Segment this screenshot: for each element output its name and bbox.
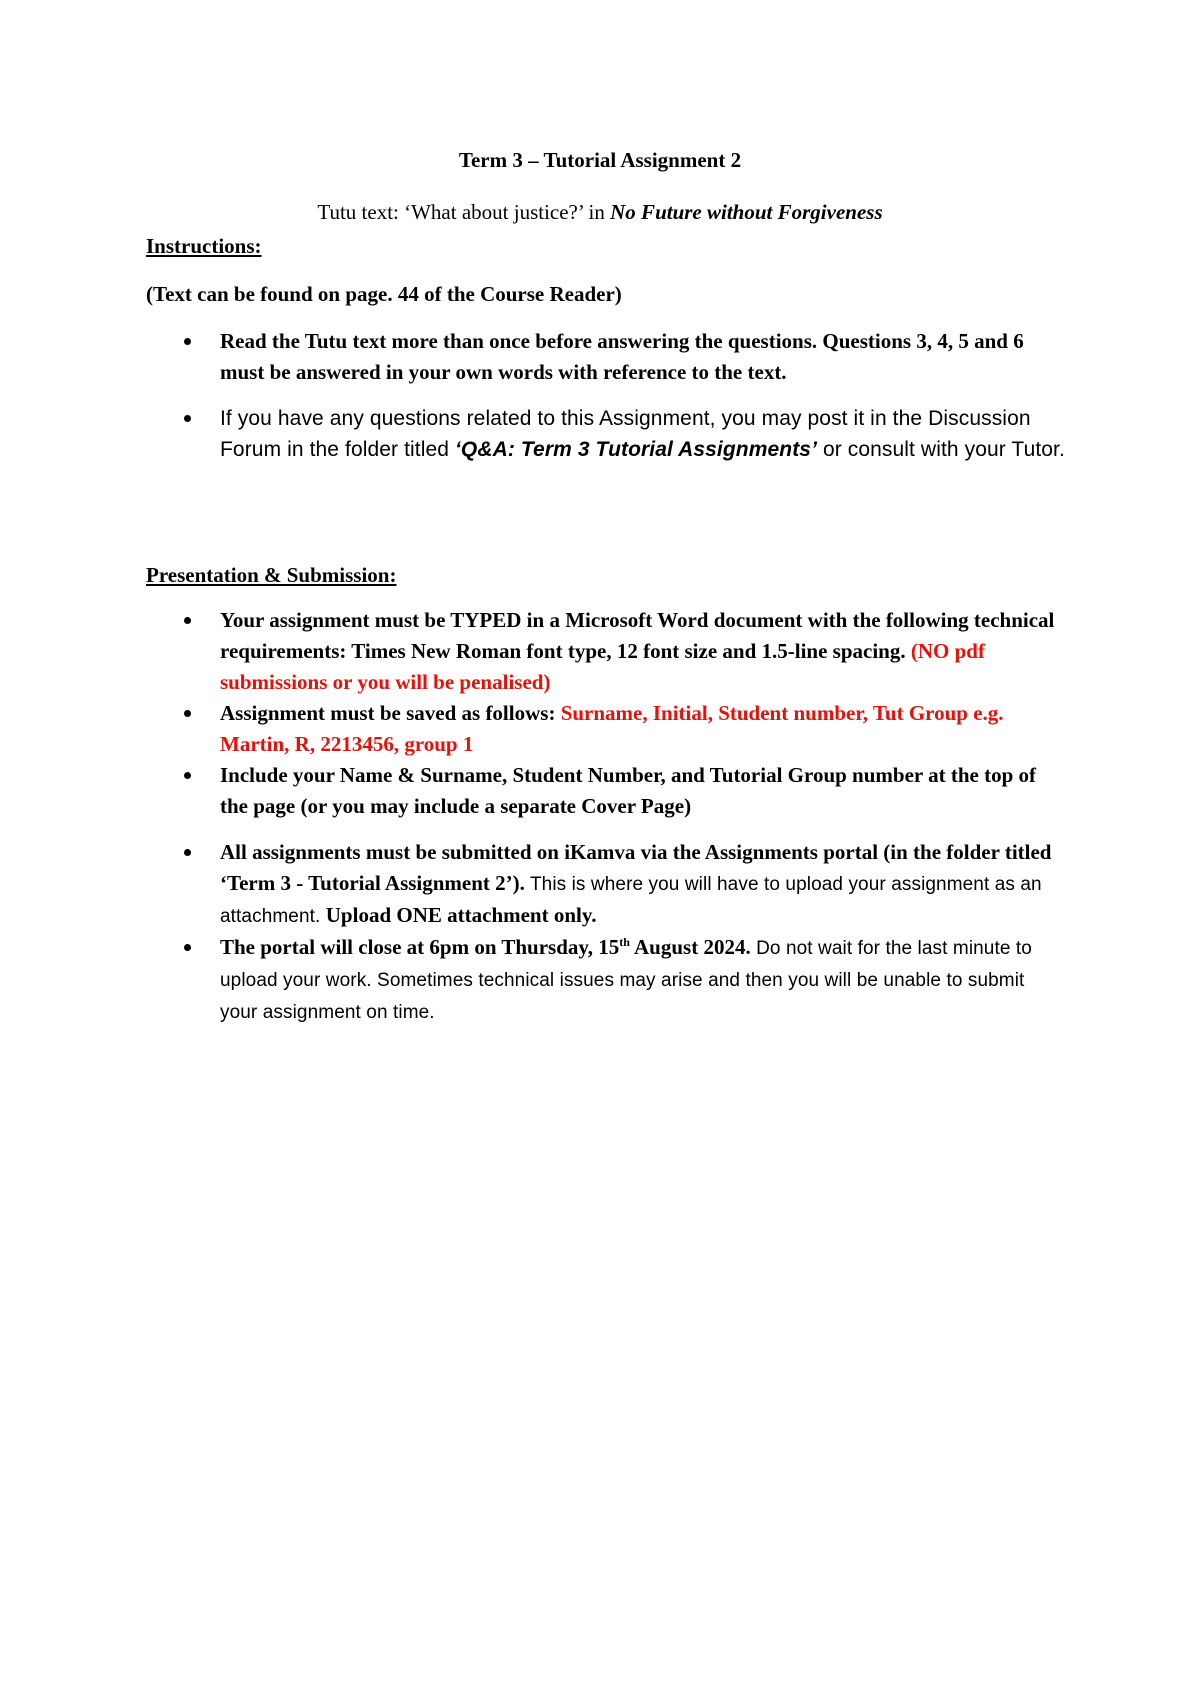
ikamva-submission-text: All assignments must be submitted on iKamva via the Assignments portal (in the folder titled ‘Term 3 - Tutorial Assignment 2’). bbox=[220, 840, 1052, 895]
list-item bbox=[146, 326, 1066, 388]
pdf-warning: (NO pdf submissions or you will be penalised) bbox=[220, 639, 985, 694]
list-item bbox=[146, 932, 1066, 1028]
list-item bbox=[146, 698, 1066, 760]
instructions-note: (Text can be found on page. 44 of the Course Reader) bbox=[146, 282, 622, 306]
bullet-icon bbox=[184, 772, 191, 779]
forum-folder-name: ‘Q&A: Term 3 Tutorial Assignments’ bbox=[454, 438, 818, 461]
deadline-text: The portal will close at 6pm on Thursday, 15 bbox=[220, 935, 620, 959]
document-title: Term 3 – Tutorial Assignment 2 bbox=[458, 148, 742, 172]
deadline-date-text: August 2024. bbox=[629, 935, 751, 959]
book-title: No Future without Forgiveness bbox=[610, 200, 883, 224]
instruction-questions-text: If you have any questions related to this Assignment, you may post it in the Discussion Forum in the folder titled bbox=[220, 407, 1031, 461]
list-item bbox=[146, 760, 1066, 822]
instruction-questions-tail: or consult with your Tutor. bbox=[817, 438, 1065, 461]
submission-heading: Presentation & Submission: bbox=[146, 563, 397, 587]
submission-list bbox=[146, 605, 1066, 1028]
deadline-ordinal: th bbox=[619, 935, 630, 949]
upload-instruction-text: This is where you will have to upload your assignment as an attachment. bbox=[220, 874, 1042, 927]
document-subtitle bbox=[0, 199, 1200, 225]
bullet-icon bbox=[184, 710, 191, 717]
list-item bbox=[146, 403, 1066, 465]
include-details-text: Include your Name & Surname, Student Number, and Tutorial Group number at the top of the page (or you may include a separate Cover Page) bbox=[220, 763, 1037, 818]
bullet-icon bbox=[184, 617, 191, 624]
list-item bbox=[146, 605, 1066, 698]
instruction-read-text: Read the Tutu text more than once before answering the questions. Questions 3, 4, 5 and 6 must be answered in your own words with reference to the text. bbox=[220, 329, 1024, 384]
deadline-warning-text: Do not wait for the last minute to upload your work. Sometimes technical issues may arise and then you will be unable to submit your assignment on time. bbox=[220, 938, 1032, 1023]
subtitle-prefix: Tutu text: ‘What about justice?’ in bbox=[317, 200, 611, 224]
save-format-label: Assignment must be saved as follows: bbox=[220, 701, 561, 725]
typed-requirement: Your assignment must be TYPED in a Microsoft Word document with the following technical requirements: Times New Roman font type, 12 font size and 1.5-line spacing. bbox=[220, 608, 1055, 663]
single-attachment-text: Upload ONE attachment only. bbox=[325, 903, 597, 927]
bullet-icon bbox=[184, 415, 191, 422]
list-item bbox=[146, 837, 1066, 932]
instructions-heading: Instructions: bbox=[146, 234, 262, 258]
instructions-list bbox=[146, 326, 1066, 465]
bullet-icon bbox=[184, 338, 191, 345]
bullet-icon bbox=[184, 849, 191, 856]
bullet-icon bbox=[184, 944, 191, 951]
save-format-example: Surname, Initial, Student number, Tut Group e.g. Martin, R, 2213456, group 1 bbox=[220, 701, 1004, 756]
